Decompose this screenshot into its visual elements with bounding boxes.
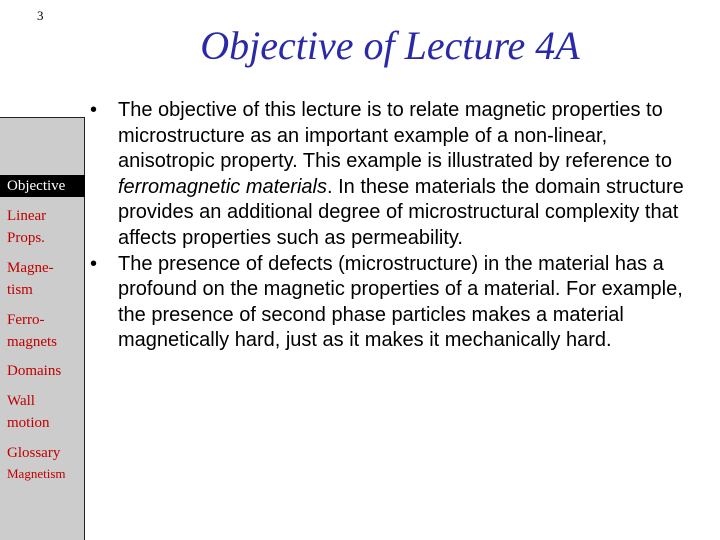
slide-title: Objective of Lecture 4A xyxy=(200,23,580,68)
sidebar-item-label: tism xyxy=(7,282,33,298)
sidebar-item-label: Wall xyxy=(7,393,35,409)
sidebar-item-domains[interactable] xyxy=(7,360,61,382)
slide-number: 3 xyxy=(37,8,44,23)
sidebar-item-label: Magne- xyxy=(7,260,54,276)
sidebar-item-ferromagnets[interactable] xyxy=(7,309,57,353)
sidebar-item-label: Domains xyxy=(7,363,62,379)
sidebar-item-objective[interactable] xyxy=(0,175,85,197)
bullet-text: The presence of defects (microstructure) in the material has a profound on the magnetic properties of a material. For example, the presence of second phase particles makes a material magnetically hard, just as it makes it mechanically hard. xyxy=(118,252,683,352)
bullet-marker: • xyxy=(90,252,98,275)
sidebar-item-label: Linear xyxy=(7,208,47,224)
bullet-marker: • xyxy=(90,99,98,121)
sidebar-item-linear-props[interactable] xyxy=(7,205,46,249)
sidebar-item-label: Magnetism xyxy=(7,466,66,481)
sidebar-item-wall-motion[interactable] xyxy=(7,390,50,434)
bullet-text-italic: ferromagnetic materials xyxy=(118,175,327,198)
sidebar-item-label: Objective xyxy=(7,178,66,194)
sidebar-item-magnetism[interactable] xyxy=(7,257,54,301)
sidebar-item-label: Ferro- xyxy=(7,312,45,328)
bullet-list xyxy=(90,98,695,354)
sidebar-item-label: magnets xyxy=(7,334,57,350)
sidebar-nav xyxy=(0,117,85,540)
bullet-text: . In these materials the domain structure provides an additional degree of microstructural complexity that affects properties such as permeability. xyxy=(118,175,684,249)
sidebar-item-label: motion xyxy=(7,415,50,431)
bullet-text: The objective of this lecture is to relate magnetic properties to microstructure as an important example of a non-linear, anisotropic property. This example is illustrated by reference to xyxy=(118,99,672,173)
sidebar-item-magnetism-link[interactable] xyxy=(7,463,66,485)
bullet-item xyxy=(90,98,695,252)
sidebar-item-label: Glossary xyxy=(7,445,61,461)
sidebar-item-label: Props. xyxy=(7,230,45,246)
bullet-item xyxy=(90,252,695,354)
sidebar-item-glossary[interactable] xyxy=(7,442,60,464)
